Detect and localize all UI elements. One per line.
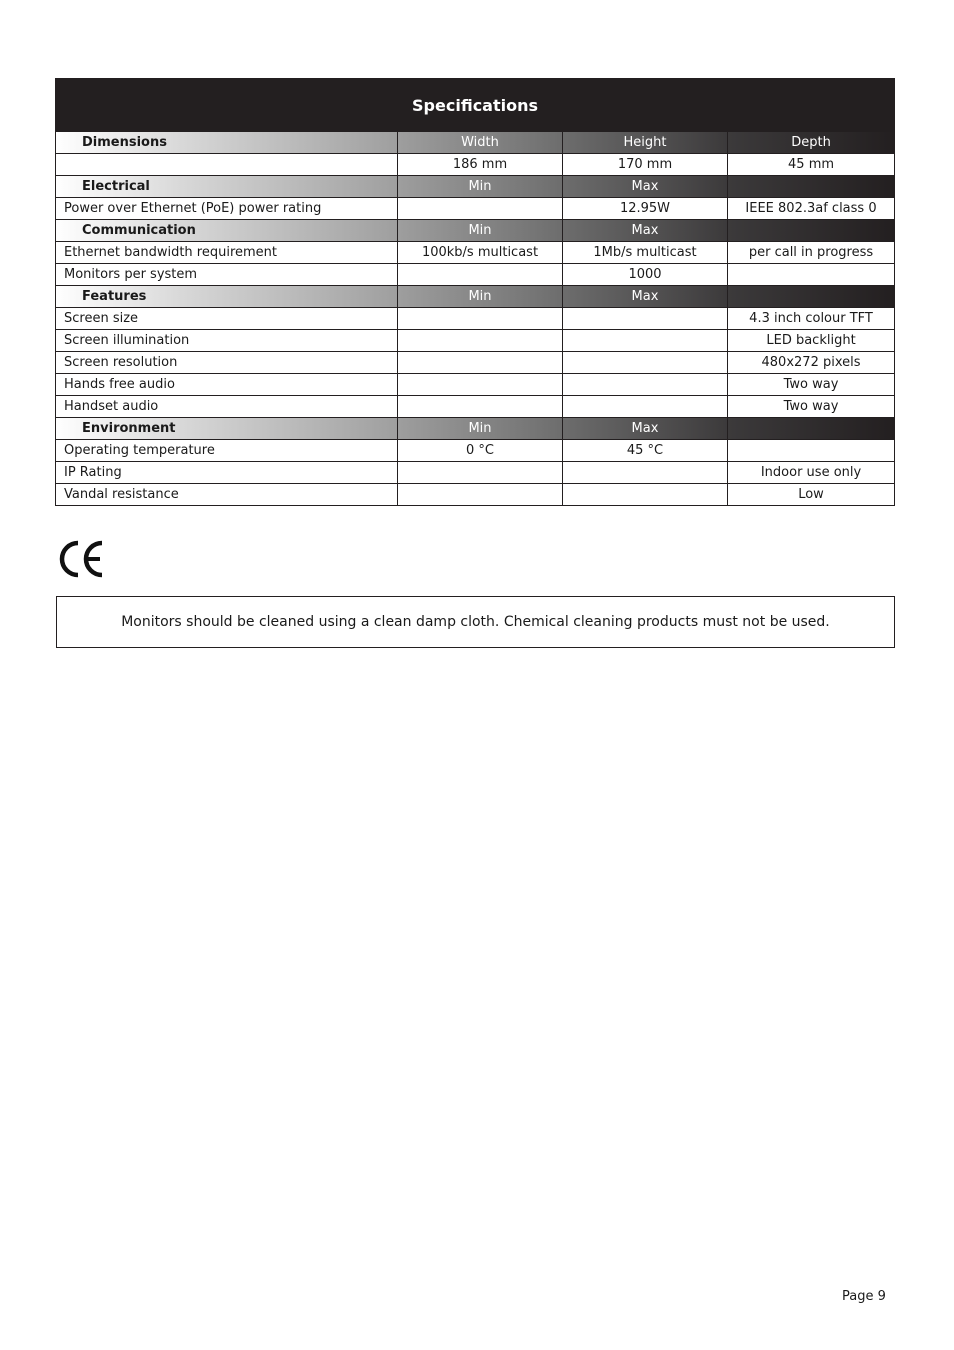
specifications-table (55, 78, 895, 506)
table-row (56, 440, 895, 462)
table-cell: 0 °C (398, 440, 563, 462)
table-cell: 100kb/s multicast (398, 242, 563, 264)
table-cell (563, 484, 728, 506)
table-cell (398, 198, 563, 220)
table-cell (728, 440, 895, 462)
table-cell: LED backlight (728, 330, 895, 352)
table-cell (398, 330, 563, 352)
column-header: Min (398, 286, 563, 308)
table-cell: 45 mm (728, 154, 895, 176)
row-label: Screen illumination (56, 330, 398, 352)
cleaning-note-box (56, 596, 895, 648)
section-header-communication (56, 220, 895, 242)
section-header-environment (56, 418, 895, 440)
table-cell (398, 264, 563, 286)
table-cell: 12.95W (563, 198, 728, 220)
row-label: Operating temperature (56, 440, 398, 462)
column-header: Max (563, 176, 728, 198)
section-header-electrical (56, 176, 895, 198)
column-header (728, 220, 895, 242)
table-title-row (56, 79, 895, 132)
column-header (728, 176, 895, 198)
table-body (56, 132, 895, 506)
table-row (56, 264, 895, 286)
table-row (56, 484, 895, 506)
table-cell (398, 396, 563, 418)
table-cell (398, 374, 563, 396)
table-cell: Two way (728, 374, 895, 396)
row-label: Vandal resistance (56, 484, 398, 506)
row-label: Power over Ethernet (PoE) power rating (56, 198, 398, 220)
row-label: Screen resolution (56, 352, 398, 374)
table-cell: 480x272 pixels (728, 352, 895, 374)
table-title: Specifications (56, 79, 895, 132)
column-header (728, 418, 895, 440)
table-cell (563, 352, 728, 374)
table-row (56, 308, 895, 330)
table-cell: 186 mm (398, 154, 563, 176)
table-row (56, 330, 895, 352)
table-cell (563, 374, 728, 396)
table-cell: 170 mm (563, 154, 728, 176)
section-label: Environment (56, 418, 398, 440)
table-row (56, 374, 895, 396)
table-cell (398, 352, 563, 374)
page-number: Page 9 (842, 1289, 886, 1304)
table-cell: 45 °C (563, 440, 728, 462)
table-cell: per call in progress (728, 242, 895, 264)
table-row (56, 462, 895, 484)
table-row (56, 154, 895, 176)
row-label (56, 154, 398, 176)
table-cell: 1000 (563, 264, 728, 286)
table-row (56, 242, 895, 264)
section-label: Dimensions (56, 132, 398, 154)
table-cell: Indoor use only (728, 462, 895, 484)
table-cell (563, 308, 728, 330)
column-header: Max (563, 220, 728, 242)
column-header: Min (398, 418, 563, 440)
column-header: Height (563, 132, 728, 154)
table-cell: 1Mb/s multicast (563, 242, 728, 264)
table-cell (398, 308, 563, 330)
column-header: Max (563, 286, 728, 308)
column-header: Min (398, 176, 563, 198)
row-label: Handset audio (56, 396, 398, 418)
table-cell (728, 264, 895, 286)
ce-mark-icon (58, 540, 106, 578)
table-cell (398, 462, 563, 484)
column-header: Max (563, 418, 728, 440)
table-cell: 4.3 inch colour TFT (728, 308, 895, 330)
column-header: Depth (728, 132, 895, 154)
table-cell (563, 462, 728, 484)
column-header: Width (398, 132, 563, 154)
row-label: Screen size (56, 308, 398, 330)
table-cell: IEEE 802.3af class 0 (728, 198, 895, 220)
row-label: Monitors per system (56, 264, 398, 286)
row-label: Hands free audio (56, 374, 398, 396)
section-header-features (56, 286, 895, 308)
column-header (728, 286, 895, 308)
row-label: IP Rating (56, 462, 398, 484)
cleaning-note-text: Monitors should be cleaned using a clean damp cloth. Chemical cleaning products must not be used. (121, 614, 830, 630)
table-cell: Two way (728, 396, 895, 418)
section-header-dimensions (56, 132, 895, 154)
section-label: Electrical (56, 176, 398, 198)
table-row (56, 396, 895, 418)
section-label: Features (56, 286, 398, 308)
table-cell (563, 330, 728, 352)
table-row (56, 352, 895, 374)
table-cell (563, 396, 728, 418)
table-row (56, 198, 895, 220)
column-header: Min (398, 220, 563, 242)
table-cell (398, 484, 563, 506)
section-label: Communication (56, 220, 398, 242)
row-label: Ethernet bandwidth requirement (56, 242, 398, 264)
table-cell: Low (728, 484, 895, 506)
